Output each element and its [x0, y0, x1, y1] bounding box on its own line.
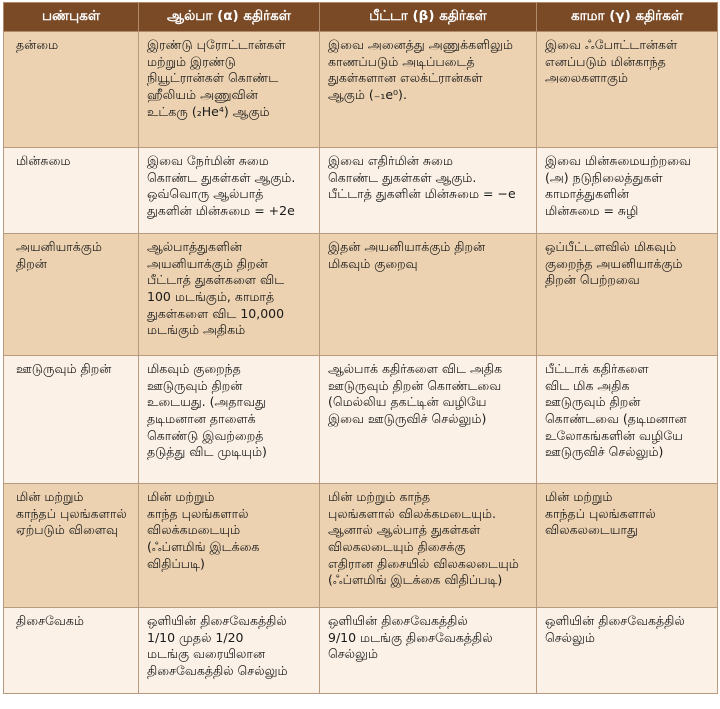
gamma-cell: ஒப்பீட்டளவில் மிகவும் குறைந்த அயனியாக்கும் திறன் பெற்றவை	[537, 234, 718, 356]
beta-cell: ஆல்பாக் கதிர்களை விட அதிக ஊடுருவும் திறன் கொண்டவை (மெல்லிய தகட்டின் வழியே இவை ஊடுருவிச் செல்லும்)	[320, 356, 537, 484]
gamma-cell: ஒளியின் திசைவேகத்தில் செல்லும்	[537, 608, 718, 694]
alpha-cell: இவை நேர்மின் சுமை கொண்ட துகள்கள் ஆகும். ஒவ்வொரு ஆல்பாத் துகளின் மின்சுமை = +2e	[139, 148, 320, 234]
beta-cell: இதன் அயனியாக்கும் திறன் மிகவும் குறைவு	[320, 234, 537, 356]
table-row	[4, 32, 718, 148]
property-cell: ஊடுருவும் திறன்	[4, 356, 139, 484]
property-cell: திசைவேகம்	[4, 608, 139, 694]
header-alpha-rays: ஆல்பா (α) கதிர்கள்	[139, 3, 320, 32]
alpha-cell: இரண்டு புரோட்டான்கள் மற்றும் இரண்டு நியூட்ரான்கள் கொண்ட ஹீலியம் அணுவின் உட்கரு (₂He⁴) ஆகும்	[139, 32, 320, 148]
alpha-cell: மின் மற்றும் காந்த புலங்களால் விலக்கமடையும் (ஃப்ளமிங் இடக்கை விதிப்படி)	[139, 484, 320, 608]
beta-cell: இவை எதிர்மின் சுமை கொண்ட துகள்கள் ஆகும். பீட்டாத் துகளின் மின்சுமை = −e	[320, 148, 537, 234]
header-gamma-rays: காமா (γ) கதிர்கள்	[537, 3, 718, 32]
table-row	[4, 356, 718, 484]
property-cell: தன்மை	[4, 32, 139, 148]
table-row	[4, 148, 718, 234]
property-cell: மின்சுமை	[4, 148, 139, 234]
alpha-cell: மிகவும் குறைந்த ஊடுருவும் திறன் உடையது. (அதாவது தடிமனான தாளைக் கொண்டு இவற்றைத் தடுத்து விட முடியும்)	[139, 356, 320, 484]
alpha-cell: ஒளியின் திசைவேகத்தில் 1/10 முதல் 1/20 மடங்கு வரையிலான திசைவேகத்தில் செல்லும்	[139, 608, 320, 694]
table-row	[4, 484, 718, 608]
radiation-comparison-table	[3, 2, 718, 694]
beta-cell: மின் மற்றும் காந்த புலங்களால் விலக்கமடையும். ஆனால் ஆல்பாத் துகள்கள் விலகலடையும் திசைக்கு எதிரான திசையில் விலகலடையும் (ஃப்ளமிங் இடக்கை விதிப்படி)	[320, 484, 537, 608]
header-properties: பண்புகள்	[4, 3, 139, 32]
beta-cell: இவை அனைத்து அணுக்களிலும் காணப்படும் அடிப்படைத் துகள்களான எலக்ட்ரான்கள் ஆகும் (₋₁e⁰).	[320, 32, 537, 148]
gamma-cell: இவை ஃபோட்டான்கள் எனப்படும் மின்காந்த அலைகளாகும்	[537, 32, 718, 148]
gamma-cell: பீட்டாக் கதிர்களை விட மிக அதிக ஊடுருவும் திறன் கொண்டவை (தடிமனான உலோகங்களின் வழியே ஊடுருவிச் செல்லும்)	[537, 356, 718, 484]
gamma-cell: மின் மற்றும் காந்தப் புலங்களால் விலகலடையாது	[537, 484, 718, 608]
table-row	[4, 608, 718, 694]
property-cell: அயனியாக்கும் திறன்	[4, 234, 139, 356]
header-beta-rays: பீட்டா (β) கதிர்கள்	[320, 3, 537, 32]
alpha-cell: ஆல்பாத்துகளின் அயனியாக்கும் திறன் பீட்டாத் துகள்களை விட 100 மடங்கும், காமாத் துகள்களை விட 10,000 மடங்கும் அதிகம்	[139, 234, 320, 356]
table-row	[4, 234, 718, 356]
header-row	[4, 3, 718, 32]
beta-cell: ஒளியின் திசைவேகத்தில் 9/10 மடங்கு திசைவேகத்தில் செல்லும்	[320, 608, 537, 694]
property-cell: மின் மற்றும் காந்தப் புலங்களால் ஏற்படும் விளைவு	[4, 484, 139, 608]
gamma-cell: இவை மின்சுமையற்றவை (அ) நடுநிலைத்துகள் காமாத்துகளின் மின்சுமை = சுழி	[537, 148, 718, 234]
